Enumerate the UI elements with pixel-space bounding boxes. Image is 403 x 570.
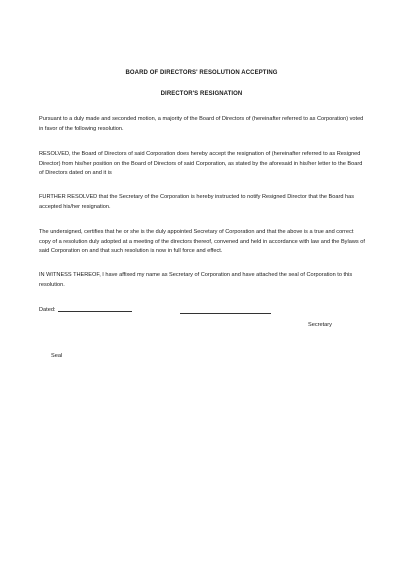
paragraph-motion: Pursuant to a duly made and seconded motion, a majority of the Board of Directors of (hereinafter referred to as Corporation) voted in favor of the following resolution. bbox=[39, 116, 364, 132]
document-title: BOARD OF DIRECTORS' RESOLUTION ACCEPTING bbox=[125, 70, 278, 76]
document-subtitle: DIRECTOR'S RESIGNATION bbox=[160, 91, 243, 97]
secretary-signature-line bbox=[180, 313, 271, 314]
paragraph-further-resolved: FURTHER RESOLVED that the Secretary of the Corporation is hereby instructed to notify Resigned Director that the Board has accepted his/her resignation. bbox=[39, 194, 355, 210]
date-signature-line bbox=[58, 311, 132, 312]
paragraph-witness: IN WITNESS THEREOF, I have affixed my name as Secretary of Corporation and have attached the seal of Corporation to this resolution. bbox=[39, 272, 353, 288]
seal-label: Seal bbox=[51, 353, 63, 359]
dated-label: Dated: bbox=[39, 307, 56, 313]
dated-row bbox=[39, 307, 132, 313]
secretary-label: Secretary bbox=[308, 322, 332, 328]
paragraph-resolved: RESOLVED, the Board of Directors of said Corporation does hereby accept the resignation of (hereinafter referred to as Resigned Director) from his/her position on the Board of Directors of said Corporation, as stated by the aforesaid in his/her letter to the Board of Directors dated on and it is bbox=[39, 151, 363, 176]
paragraph-certification: The undersigned, certifies that he or she is the duly appointed Secretary of Corporation and that the above is a true and correct copy of a resolution duly adopted at a meeting of the directors thereof, convened and held in accordance with law and the Bylaws of said Corporation on and that such resolution is now in full force and effect. bbox=[39, 229, 365, 254]
